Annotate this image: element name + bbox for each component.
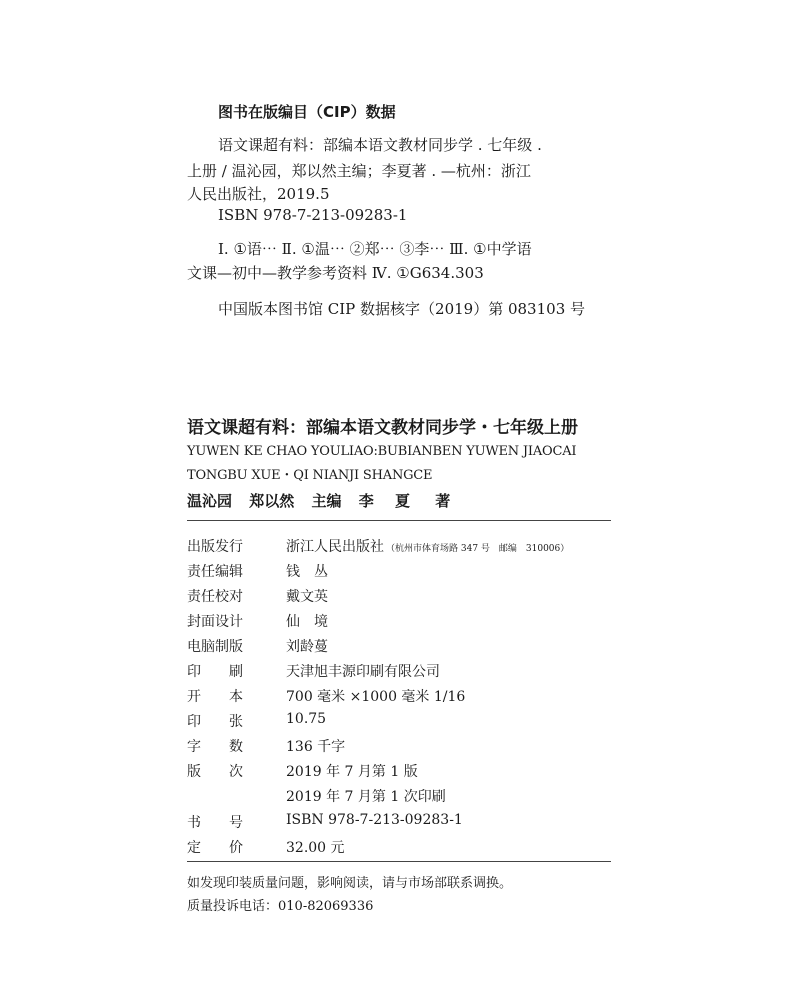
cip-line: 人民出版社，2019.5 [187,185,330,203]
cip-heading: 图书在版编目（CIP）数据 [218,103,396,121]
cip-classification: 文课—初中—教学参考资料 Ⅳ. ①G634.303 [187,264,484,282]
info-value: 钱 丛 [286,564,328,580]
author-role: 著 [435,492,451,510]
book-pinyin: YUWEN KE CHAO YOULIAO:BUBIANBEN YUWEN JIAOCAI [187,444,577,459]
author-name: 温沁园 [187,492,233,510]
info-value: 136 千字 [286,739,346,755]
info-label: 电脑制版 [187,639,243,655]
cip-record-number: 中国版本图书馆 CIP 数据核字（2019）第 083103 号 [218,300,586,318]
author-role: 主编 [311,492,342,510]
info-label: 版 次 [187,764,243,780]
divider [187,520,611,521]
quality-notice: 如发现印装质量问题，影响阅读，请与市场部联系调换。 [187,876,513,891]
info-value: 仙 境 [286,614,328,630]
info-label: 书 号 [187,815,243,831]
info-label: 责任编辑 [187,564,243,580]
info-value: 700 毫米 ×1000 毫米 1/16 [286,689,466,705]
info-label: 出版发行 [187,539,243,555]
info-label: 字 数 [187,739,243,755]
authors [187,490,462,511]
divider [187,861,611,862]
publisher-address: （杭州市体育场路 347 号 邮编 310006） [386,544,570,554]
info-value: 2019 年 7 月第 1 次印刷 [286,789,446,805]
cip-isbn: ISBN 978-7-213-09283-1 [218,206,408,224]
info-value: 2019 年 7 月第 1 版 [286,764,418,780]
info-value: 刘龄蔓 [286,639,328,655]
complaint-hotline: 质量投诉电话：010-82069336 [187,899,374,914]
info-label: 印 刷 [187,664,243,680]
info-label: 责任校对 [187,589,243,605]
info-label: 定 价 [187,840,243,856]
info-value: 戴文英 [286,589,328,605]
book-title: 语文课超有料：部编本语文教材同步学・七年级上册 [187,418,578,438]
info-label: 封面设计 [187,614,243,630]
book-pinyin: TONGBU XUE・QI NIANJI SHANGCE [187,468,433,483]
info-label: 印 张 [187,714,243,730]
cip-line: 上册 / 温沁园，郑以然主编；李夏著 . —杭州：浙江 [187,162,531,180]
info-value: 10.75 [286,711,327,727]
cip-classification: Ⅰ. ①语⋯ Ⅱ. ①温⋯ ②郑⋯ ③李⋯ Ⅲ. ①中学语 [218,240,532,258]
info-value: 天津旭丰源印刷有限公司 [286,664,440,680]
author-name: 郑以然 [249,492,295,510]
info-value: ISBN 978-7-213-09283-1 [286,812,463,828]
info-value: 32.00 元 [286,840,345,856]
publisher-name: 浙江人民出版社 [286,539,384,555]
cip-line: 语文课超有料：部编本语文教材同步学 . 七年级 . [218,136,542,154]
info-value [286,536,569,556]
info-label: 开 本 [187,689,243,705]
author-name: 李 夏 [358,492,418,510]
